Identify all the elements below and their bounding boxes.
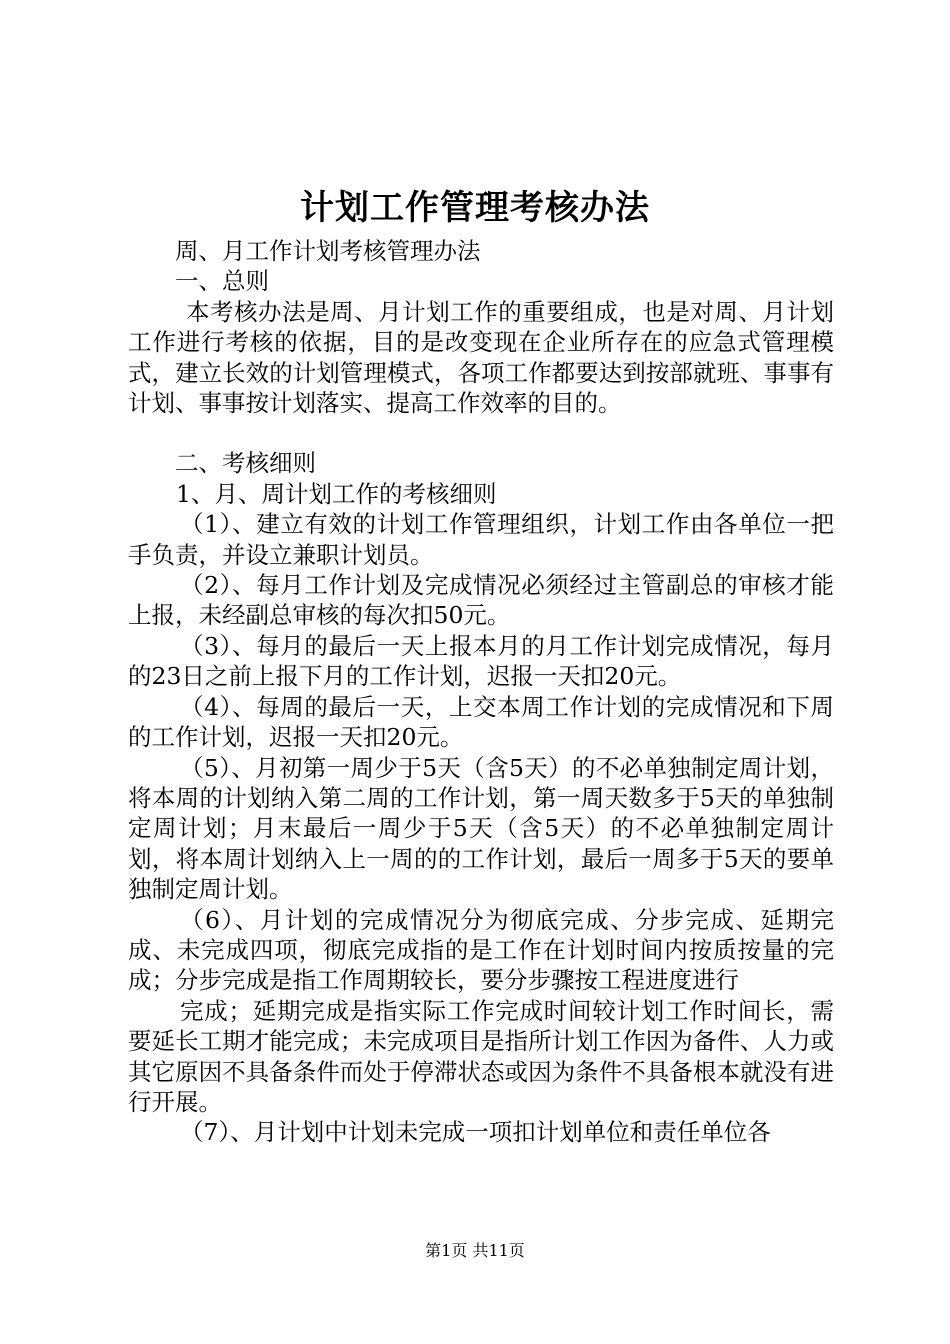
- document-body: [128, 236, 834, 1148]
- general-paragraph: 本考核办法是周、月计划工作的重要组成，也是对周、月计划工作进行考核的依据，目的是改变现在企业所存在的应急式管理模式，建立长效的计划管理模式，各项工作都要达到按部就班、事事有计划、事事按计划落实、提高工作效率的目的。: [128, 297, 834, 418]
- section-heading-general: 一、总则: [175, 267, 269, 296]
- rule-item-6: （6）、月计划的完成情况分为彻底完成、分步完成、延期完成、未完成四项，彻底完成指的是工作在计划时间内按质按量的完成；分步完成是指工作周期较长，要分步骤按工程进度进行: [128, 905, 834, 995]
- subsection-heading: 1、月、周计划工作的考核细则: [176, 479, 497, 508]
- rule-item-1: （1）、建立有效的计划工作管理组织，计划工作由各单位一把手负责，并设立兼职计划员。: [128, 510, 834, 569]
- paragraph-spacer: [128, 418, 834, 448]
- rule-item-5: （5）、月初第一周少于5天（含5天）的不必单独制定周计划，将本周的计划纳入第二周的工作计划，第一周天数多于5天的单独制定周计划；月末最后一周少于5天（含5天）的不必单独制定周计划，将本周计划纳入上一周的的工作计划，最后一周多于5天的要单独制定周计划。: [128, 753, 834, 904]
- rule-item-4: （4）、每周的最后一天，上交本周工作计划的完成情况和下周的工作计划，迟报一天扣20元。: [128, 692, 834, 752]
- rule-item-6-continued: 完成；延期完成是指实际工作完成时间较计划工作时间长，需要延长工期才能完成；未完成项目是指所计划工作因为备件、人力或其它原因不具备条件而处于停滞状态或因为条件不具备根本就没有进行开展。: [128, 996, 834, 1116]
- subtitle-paragraph: 周、月工作计划考核管理办法: [175, 237, 481, 265]
- rule-item-3: （3）、每月的最后一天上报本月的月工作计划完成情况，每月的23日之前上报下月的工作计划，迟报一天扣20元。: [128, 631, 834, 691]
- section-heading-details: 二、考核细则: [175, 449, 316, 478]
- rule-item-7: （7）、月计划中计划未完成一项扣计划单位和责任单位各: [180, 1118, 771, 1147]
- rule-item-2: （2）、每月工作计划及完成情况必须经过主管副总的审核才能上报，未经副总审核的每次扣50元。: [128, 571, 834, 630]
- document-title: 计划工作管理考核办法: [300, 188, 650, 228]
- page-number-footer: 第1页 共11页: [425, 1241, 525, 1260]
